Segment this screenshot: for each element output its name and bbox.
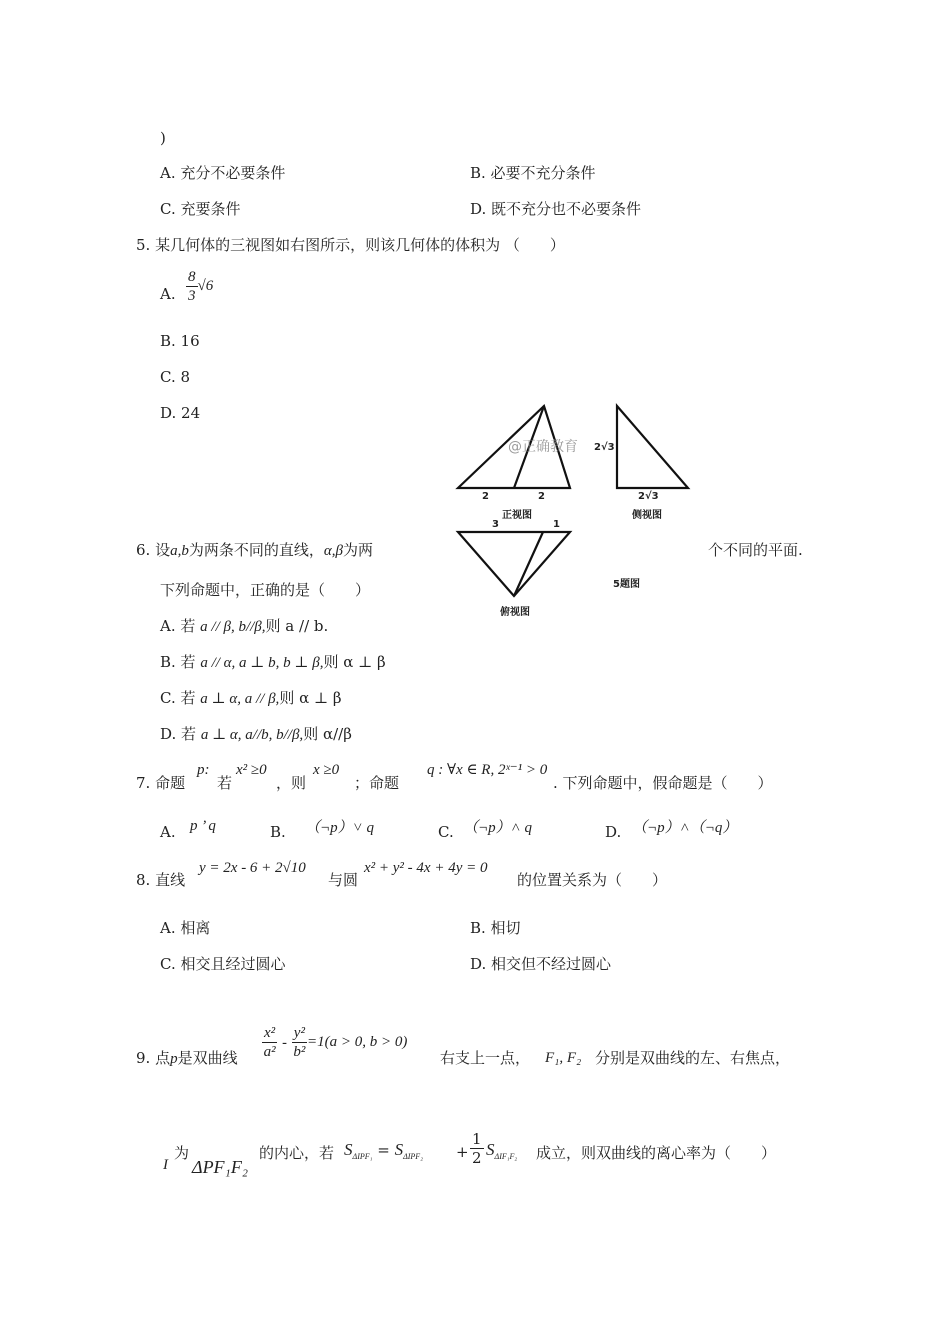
q9-area-equation	[344, 1140, 423, 1161]
top-caption: 俯视图	[500, 607, 530, 618]
q6-stem-mid2: 为两	[342, 541, 373, 559]
q7-if: 若	[217, 774, 233, 792]
q6-vars-ab: a,b	[170, 543, 189, 559]
q9-minus: -	[281, 1033, 288, 1052]
q9-start	[136, 1048, 238, 1069]
q6-c-tail: 则 α ⊥ β	[279, 689, 342, 707]
q7-start: 7. 命题	[136, 774, 186, 792]
q9-y-num: y²	[293, 1025, 305, 1041]
q7-option-b-expr: （¬p）˅ q	[305, 820, 374, 836]
q9-mid-text: 是双曲线	[177, 1049, 238, 1067]
q9-start-text: 9. 点	[136, 1049, 171, 1067]
q9-S3: S	[486, 1140, 495, 1159]
q9-half-num: 1	[472, 1130, 482, 1148]
q9-line2b: 成立，则双曲线的离心率为（ ）	[536, 1144, 777, 1162]
q6-d-expr: a ⊥ α, a//b, b//β,	[200, 727, 304, 743]
q7-p: p:	[197, 762, 210, 778]
q9-plus: +	[456, 1143, 469, 1161]
q9-x-num: x²	[264, 1025, 276, 1041]
front-dim-right: 2	[538, 491, 545, 502]
side-dim-base: 2√3	[638, 491, 659, 502]
q6-b-expr: a // α, a ⊥ b, b ⊥ β,	[200, 655, 324, 671]
q4-option-d: D. 既不充分也不必要条件	[470, 200, 642, 218]
q9-equals: =	[377, 1141, 390, 1159]
q5-option-b: B. 16	[160, 332, 200, 350]
q6-a-tail: 则 a // b.	[265, 617, 329, 635]
q8-end: 的位置关系为（ ）	[517, 871, 668, 889]
q5-option-d: D. 24	[160, 404, 201, 422]
q7-option-c-expr: （¬p）˄ q	[463, 820, 532, 836]
q9-line2a: 的内心，若	[259, 1144, 335, 1162]
q5-a-denominator: 3	[188, 288, 196, 304]
q8-line-equation: y = 2x - 6 + 2√10	[199, 860, 306, 876]
top-dim-left: 3	[492, 519, 499, 530]
q5-stem: 5. 某几何体的三视图如右图所示，则该几何体的体积为 （ ）	[136, 236, 565, 254]
q5-option-c: C. 8	[160, 368, 191, 386]
q7-then: ，则	[276, 774, 307, 792]
q6-line2: 下列命题中，正确的是（ ）	[160, 581, 371, 599]
q9-S3-group	[486, 1140, 517, 1161]
side-caption: 侧视图	[632, 510, 662, 521]
q9-x-den: a²	[263, 1044, 276, 1060]
q8-option-b: B. 相切	[470, 919, 521, 937]
q6-c-label: C. 若	[160, 689, 196, 707]
side-dim-height: 2√3	[594, 442, 615, 453]
q7-condition: x² ≥0	[236, 762, 267, 778]
q6-d-label: D. 若	[160, 725, 197, 743]
q8-option-d: D. 相交但不经过圆心	[470, 955, 612, 973]
q4-tail: )	[160, 129, 166, 147]
top-view-inner-line	[514, 532, 543, 596]
q6-a-label: A. 若	[160, 617, 196, 635]
q5-a-numerator: 8	[188, 269, 196, 285]
q9-eq-tail: =1(a > 0, b > 0)	[306, 1034, 408, 1050]
q6-stem-end: 个不同的平面.	[708, 541, 803, 559]
q9-S1-sub: ΔIPF₁	[352, 1152, 373, 1161]
q7-q: q : ∀x ∈ R, 2ˣ⁻¹ > 0	[427, 762, 548, 778]
q6-stem	[136, 540, 373, 561]
q9-S2-sub: ΔIPF₂	[403, 1152, 423, 1161]
q7-end: . 下列命题中，假命题是（ ）	[553, 774, 773, 792]
q7-semi: ；命题	[354, 774, 400, 792]
q4-option-b: B. 必要不充分条件	[470, 164, 596, 182]
q4-option-c: C. 充要条件	[160, 200, 241, 218]
front-caption: 正视图	[502, 510, 532, 521]
q9-wei: 为	[174, 1144, 190, 1162]
q7-option-a-label: A.	[160, 823, 176, 841]
q9-S2: S	[394, 1140, 404, 1159]
q7-option-d-expr: （¬p）˄（¬q）	[632, 820, 738, 836]
q9-foci: F₁, F₂	[545, 1050, 582, 1066]
q9-y-den: b²	[293, 1044, 306, 1060]
q6-stem-start: 6. 设	[136, 541, 171, 559]
q8-mid: 与圆	[328, 871, 359, 889]
q9-hyperbola-equation	[262, 1024, 407, 1061]
q8-start: 8. 直线	[136, 871, 186, 889]
top-view-triangle	[458, 532, 570, 596]
q9-S3-sub: ΔIF₁F₂	[494, 1152, 518, 1161]
q9-tail2: 分别是双曲线的左、右焦点，	[595, 1049, 791, 1067]
q6-c-expr: a ⊥ α, a // β,	[200, 691, 280, 707]
q6-b-tail: 则 α ⊥ β	[323, 653, 386, 671]
q9-incenter-I: I	[163, 1157, 168, 1173]
q6-b-label: B. 若	[160, 653, 196, 671]
q6-a-expr: a // β, b//β,	[200, 619, 266, 635]
q5-option-a-label: A.	[160, 285, 176, 303]
side-view-triangle	[617, 406, 688, 488]
q9-tail: 右支上一点，	[440, 1049, 531, 1067]
q6-option-d	[160, 724, 352, 745]
q6-option-c	[160, 688, 342, 709]
q5-a-root: √6	[197, 278, 214, 294]
q4-option-a: A. 充分不必要条件	[160, 164, 286, 182]
q7-option-d-label: D.	[605, 823, 622, 841]
q6-d-tail: 则 α//β	[303, 725, 352, 743]
q6-stem-mid: 为两条不同的直线，	[188, 541, 324, 559]
q9-S1: S	[344, 1140, 353, 1159]
top-dim-right: 1	[553, 519, 560, 530]
q9-point-p: p	[170, 1051, 178, 1067]
watermark: @正确教育	[508, 439, 578, 455]
top-view-drawing	[458, 532, 570, 596]
q6-option-b	[160, 652, 386, 673]
q8-option-a: A. 相离	[160, 919, 211, 937]
q6-vars-alpha-beta: α,β	[323, 543, 343, 559]
front-dim-left: 2	[482, 491, 489, 502]
q7-option-a-expr: p ’ q	[190, 818, 216, 834]
q6-option-a	[160, 616, 328, 637]
q7-option-b-label: B.	[270, 823, 286, 841]
figure-caption: 5题图	[613, 579, 640, 590]
q8-circle-equation: x² + y² - 4x + 4y = 0	[364, 860, 488, 876]
q7-conclusion: x ≥0	[313, 762, 340, 778]
q8-option-c: C. 相交且经过圆心	[160, 955, 286, 973]
q7-option-c-label: C.	[438, 823, 454, 841]
q9-triangle: ΔPF₁F₂	[192, 1157, 249, 1177]
side-view-drawing	[617, 406, 688, 488]
q9-half	[470, 1130, 484, 1167]
q9-half-den: 2	[472, 1149, 482, 1167]
